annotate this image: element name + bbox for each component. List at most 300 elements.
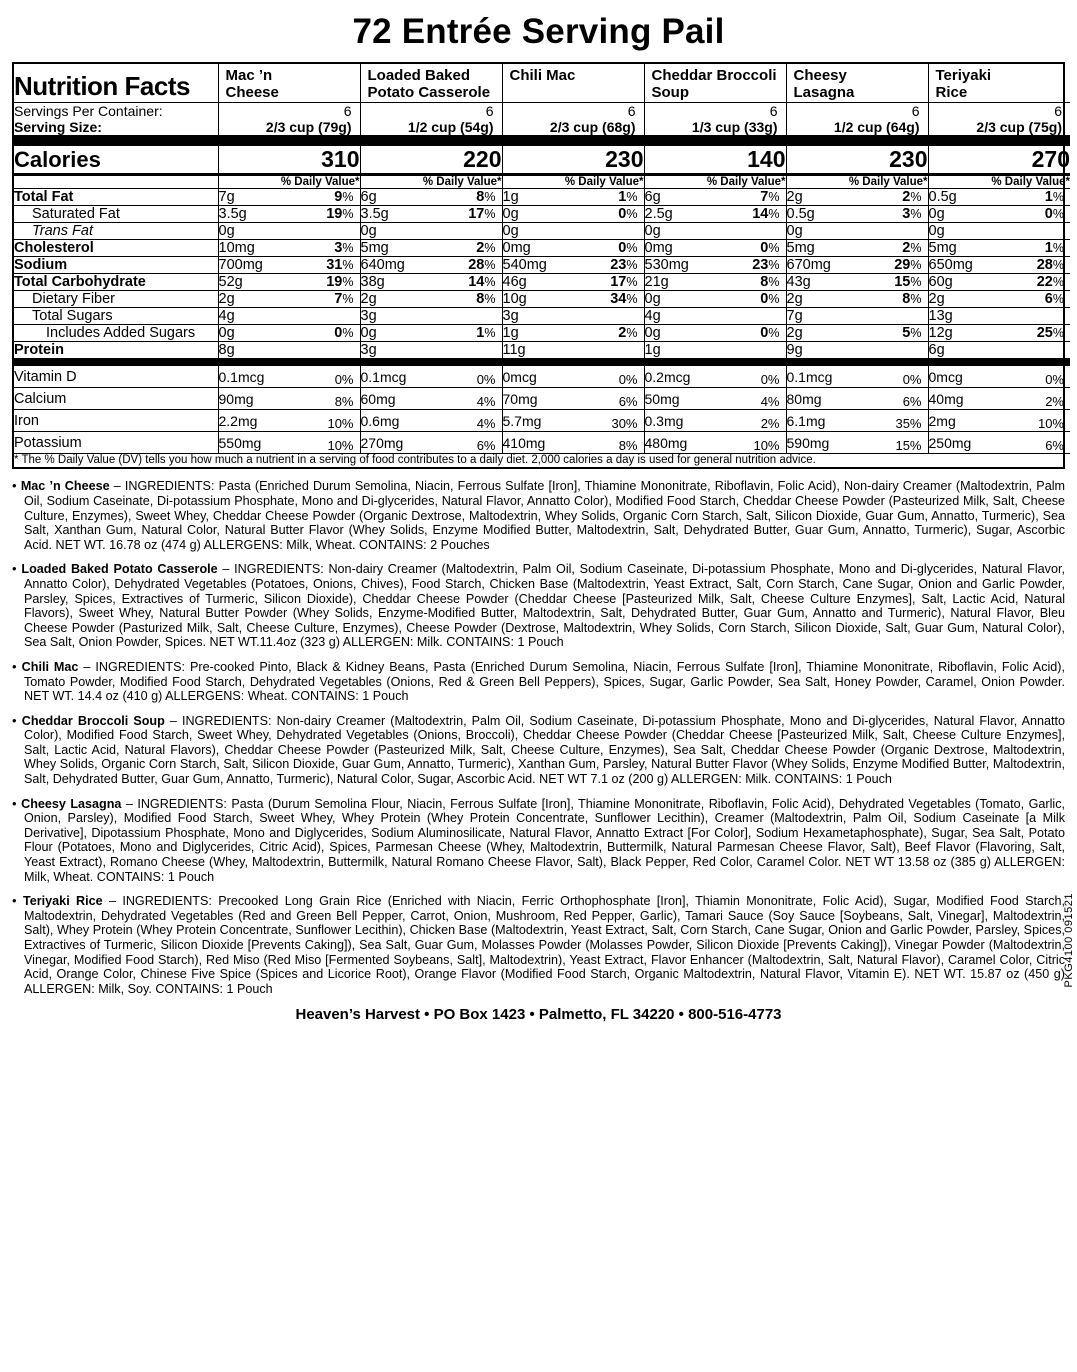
nutrient-amount: 9g bbox=[786, 341, 803, 358]
ingredient-paragraph-cheesy-lasagna bbox=[12, 796, 1065, 885]
nutrient-percent: 0% bbox=[1044, 205, 1064, 222]
nutrient-label: Saturated Fat bbox=[32, 205, 120, 222]
vitamin-amount: 0.3mg bbox=[644, 412, 684, 429]
nutrient-percent: 5% bbox=[902, 324, 922, 341]
vitamin-percent: 0% bbox=[334, 371, 354, 387]
daily-value-header-row bbox=[14, 174, 1070, 188]
ingredient-paragraph-cheddar-broccoli-soup bbox=[12, 713, 1065, 787]
nutrient-cell bbox=[502, 290, 644, 307]
nutrient-amount: 3.5g bbox=[360, 205, 389, 222]
vitamin-amount: 50mg bbox=[644, 390, 680, 407]
ingredient-paragraph-teriyaki-rice bbox=[12, 893, 1065, 996]
product-header-cheddar-broccoli-soup bbox=[644, 64, 786, 102]
vitamin-amount: 590mg bbox=[786, 434, 830, 451]
nutrient-percent: 1% bbox=[476, 324, 496, 341]
daily-value-label: % Daily Value* bbox=[502, 174, 644, 188]
nutrient-row-cholesterol bbox=[14, 239, 1070, 256]
vitamin-percent: 2% bbox=[1045, 393, 1064, 409]
vitamin-percent: 6% bbox=[902, 393, 922, 409]
bullet-icon: • bbox=[12, 795, 22, 811]
nutrient-amount: 0g bbox=[360, 222, 377, 239]
vitamin-amount: 0.6mg bbox=[360, 412, 400, 429]
vitamin-cell bbox=[786, 409, 928, 431]
nutrient-amount: 2g bbox=[786, 188, 803, 205]
nutrient-amount: 10g bbox=[502, 290, 527, 307]
nutrient-cell bbox=[360, 341, 502, 358]
nutrient-amount: 52g bbox=[218, 273, 243, 290]
nutrient-percent: 15% bbox=[894, 273, 922, 290]
nutrient-amount: 0g bbox=[218, 222, 235, 239]
calories-row bbox=[14, 140, 1070, 173]
nutrient-percent: 28% bbox=[468, 256, 496, 273]
nutrient-amount: 2g bbox=[218, 290, 235, 307]
nutrient-cell bbox=[218, 256, 360, 273]
vitamin-amount: 6.1mg bbox=[786, 412, 826, 429]
ingredients-section bbox=[12, 478, 1065, 996]
nutrient-percent: 9% bbox=[334, 188, 354, 205]
vitamin-percent: 15% bbox=[895, 437, 922, 453]
ingredient-product-name: Chili Mac bbox=[21, 659, 79, 674]
nutrient-cell bbox=[928, 205, 1070, 222]
nutrient-label: Total Sugars bbox=[32, 307, 113, 324]
nutrient-amount: 0g bbox=[502, 205, 519, 222]
nutrient-percent: 17% bbox=[610, 273, 638, 290]
nutrient-row-total-carbohydrate bbox=[14, 273, 1070, 290]
nutrient-cell bbox=[218, 324, 360, 341]
nutrient-cell bbox=[502, 341, 644, 358]
nutrient-percent: 7% bbox=[334, 290, 354, 307]
nutrient-cell bbox=[644, 205, 786, 222]
vitamin-amount: 0mcg bbox=[928, 368, 963, 385]
vitamin-amount: 40mg bbox=[928, 390, 964, 407]
vitamin-percent: 10% bbox=[327, 437, 354, 453]
vitamin-percent: 0% bbox=[760, 371, 780, 387]
nutrient-percent: 8% bbox=[476, 188, 496, 205]
serving-size-row bbox=[14, 119, 1070, 135]
nutrient-amount: 0g bbox=[928, 222, 945, 239]
product-name-line1: Teriyaki bbox=[935, 67, 992, 84]
nutrient-percent: 22% bbox=[1036, 273, 1064, 290]
nutrient-cell bbox=[502, 188, 644, 205]
nutrient-amount: 8g bbox=[218, 341, 235, 358]
nutrient-percent: 19% bbox=[326, 273, 354, 290]
nutrient-percent: 19% bbox=[326, 205, 354, 222]
nutrient-amount: 0g bbox=[644, 324, 661, 341]
vitamin-amount: 70mg bbox=[502, 390, 538, 407]
vitamin-cell bbox=[644, 409, 786, 431]
calories-value: 140 bbox=[644, 140, 786, 173]
nutrient-amount: 540mg bbox=[502, 256, 547, 273]
vitamin-cell bbox=[928, 431, 1070, 453]
package-code: PKG4100 091521 bbox=[1063, 892, 1075, 988]
nutrient-cell bbox=[218, 205, 360, 222]
daily-value-label: % Daily Value* bbox=[218, 174, 360, 188]
nutrient-amount: 0g bbox=[360, 324, 377, 341]
vitamin-cell bbox=[786, 387, 928, 409]
nutrient-percent: 0% bbox=[618, 239, 638, 256]
vitamin-cell bbox=[360, 431, 502, 453]
nutrient-amount: 13g bbox=[928, 307, 953, 324]
nutrient-percent: 0% bbox=[760, 290, 780, 307]
nutrient-cell bbox=[786, 341, 928, 358]
nutrient-percent: 1% bbox=[1044, 188, 1064, 205]
vitamin-cell bbox=[928, 362, 1070, 387]
product-header-cheesy-lasagna bbox=[786, 64, 928, 102]
servings-value: 6 bbox=[360, 102, 502, 119]
nutrient-row-dietary-fiber bbox=[14, 290, 1070, 307]
nutrient-cell bbox=[360, 324, 502, 341]
nutrient-cell bbox=[360, 256, 502, 273]
nutrient-cell bbox=[502, 222, 644, 239]
nutrient-percent: 6% bbox=[1044, 290, 1064, 307]
bullet-icon: • bbox=[12, 561, 22, 577]
nutrient-cell bbox=[360, 239, 502, 256]
ingredient-product-name: Mac ’n Cheese bbox=[20, 479, 110, 494]
nutrient-amount: 21g bbox=[644, 273, 669, 290]
ingredient-text: – INGREDIENTS: Precooked Long Grain Rice (Enriched with Niacin, Ferric Orthophosphate [Iron], Thiamin Mononitrate, Folic Acid), Sugar, Modified Food Starch, Maltodextrin, Dehydrated Vegetables (Red and Green Bell Pepper, Carrot, Onion, Mushroom, Red Pepper, Garlic), Tamari Sauce (Soy Sauce [Soybeans, Salt, Vinegar], Maltodextrin, Salt), Whey Protein (Whey Protein Concentrate, Sunflower Lecithin), Chicken Base (Maltodextrin, Yeast Extract, Salt, Corn Starch, Cane Sugar, Onion and Garlic Powder, Parsley, Spices, Extractives of Turmeric, Silicon Dioxide [Prevents Caking]), Sea Salt, Guar Gum, Molasses Powder (Molasses Powder, Silicon Dioxide [Prevents Caking]), Vinegar Powder (Maltodextrin, Vinegar, Modified Food Starch), Red Miso (Red Miso [Fermented Soybeans, Salt], Maltodextrin), Yeast Extract, Flavor Enhancer (Maltodextrin, Salt, Natural Flavor), Caramel Color, Citric Acid, Orange Color, Chinese Five Spice (Spices and Licorice Root), Orange Flavor (Modified Food Starch, Organic Maltodextrin, Natural Flavor, Vitamin E). NET WT. 15.87 oz (450 g) ALLERGEN: Milk, Soy. CONTAINS: 1 Pouch bbox=[24, 894, 1066, 996]
vitamin-row-iron bbox=[14, 409, 1070, 431]
serving-size-value: 2/3 cup (68g) bbox=[502, 119, 644, 135]
nutrient-amount: 530mg bbox=[644, 256, 689, 273]
vitamin-amount: 60mg bbox=[360, 390, 396, 407]
serving-size-value: 1/3 cup (33g) bbox=[644, 119, 786, 135]
nutrient-amount: 38g bbox=[360, 273, 385, 290]
product-name-line2: Potato Casserole bbox=[367, 83, 491, 101]
ingredient-text: – INGREDIENTS: Non-dairy Creamer (Maltodextrin, Palm Oil, Sodium Caseinate, Di-potassium Phosphate, Mono and Di-glycerides, Natural Flavor, Annatto Color), Dehydrated Vegetables (Potatoes, Onions, Chives), Food Starch, Chicken Base (Maltodextrin, Yeast Extract, Salt, Corn Starch, Cane Sugar, Onion and Garlic Powder, Parsley, Spices, Extractives of Turmeric, Silicon Dioxide), Cheddar Cheese Powder (Cheddar Cheese [Pasteurized Milk, Salt, Cheese Culture Enzymes], Salt, Lactic Acid, Natural Flavors), Sweet Whey, Natural Butter Powder (Whey Solids, Enzyme-Modified Butter, Maltodextrin, Salt, Dehydrated Butter, Guar Gum, Annatto and Turmeric), Natural Flavor, Bleu Cheese Powder (Pasturized Milk, Salt, Cheese Culture, Enzymes), Cheese Powder (Dextrose, Maltodextrin, Whey Solids, Corn Starch, Silicon Dioxide, Salt, Guar Gum, Natural Color), Sea Salt, Onion Powder, Spices. NET WT.11.4oz (323 g) ALLERGEN: Milk. CONTAINS: 1 Pouch bbox=[24, 562, 1065, 650]
calories-value: 310 bbox=[218, 140, 360, 173]
nutrient-cell bbox=[644, 324, 786, 341]
nutrient-cell bbox=[928, 188, 1070, 205]
nutrient-amount: 0g bbox=[644, 222, 661, 239]
nutrient-percent: 34% bbox=[610, 290, 638, 307]
nutrient-cell bbox=[502, 307, 644, 324]
vitamin-cell bbox=[218, 409, 360, 431]
vitamin-amount: 0.1mcg bbox=[360, 368, 407, 385]
vitamin-cell bbox=[644, 387, 786, 409]
vitamin-percent: 0% bbox=[1045, 371, 1064, 387]
ingredient-product-name: Loaded Baked Potato Casserole bbox=[21, 562, 218, 577]
nutrient-cell bbox=[218, 307, 360, 324]
bullet-icon: • bbox=[12, 893, 24, 909]
nutrient-row-added-sugars bbox=[14, 324, 1070, 341]
nutrient-percent: 0% bbox=[334, 324, 354, 341]
nutrient-label: Protein bbox=[14, 341, 64, 358]
vitamin-cell bbox=[502, 387, 644, 409]
nutrient-cell bbox=[644, 307, 786, 324]
nutrient-amount: 1g bbox=[644, 341, 661, 358]
nutrient-amount: 1g bbox=[502, 324, 519, 341]
nutrient-cell bbox=[360, 290, 502, 307]
vitamin-cell bbox=[928, 387, 1070, 409]
daily-value-label: % Daily Value* bbox=[360, 174, 502, 188]
calories-value: 230 bbox=[502, 140, 644, 173]
nutrient-cell bbox=[644, 239, 786, 256]
vitamin-percent: 6% bbox=[476, 437, 496, 453]
vitamin-amount: 410mg bbox=[502, 434, 546, 451]
nutrient-amount: 3g bbox=[360, 307, 377, 324]
serving-size-value: 2/3 cup (79g) bbox=[218, 119, 360, 135]
nutrient-cell bbox=[218, 222, 360, 239]
nutrient-percent: 3% bbox=[334, 239, 354, 256]
nutrient-cell bbox=[786, 222, 928, 239]
vitamin-percent: 10% bbox=[327, 415, 354, 431]
page-title: 72 Entrée Serving Pail bbox=[352, 12, 725, 51]
calories-value: 220 bbox=[360, 140, 502, 173]
ingredient-paragraph-mac-n-cheese bbox=[12, 478, 1065, 552]
vitamin-amount: 0mcg bbox=[502, 368, 537, 385]
vitamin-cell bbox=[360, 409, 502, 431]
vitamin-cell bbox=[502, 362, 644, 387]
nutrient-amount: 0mg bbox=[644, 239, 673, 256]
ingredient-text: – INGREDIENTS: Pasta (Enriched Durum Semolina, Niacin, Ferrous Sulfate [Iron], Thiamine Mononitrate, Riboflavin, Folic Acid), Non-dairy Creamer (Maltodextrin, Palm Oil, Sodium Caseinate, Di-potassium Phosphate, Mono and Di-glycerides, Natural Flavor, Annatto Color), Modified Food Starch, Cheddar Cheese Powder (Pasteurized Milk, Salt, Cheese Culture, Enzymes), Sweet Whey, Cheddar Cheese Powder (Organic Dextrose, Maltodextrin, Whey Solids, Organic Corn Starch, Salt, Silicon Dioxide, Guar Gum, Annatto, Turmeric), Sea Salt, Xanthan Gum, Natural Color, Natural Butter Flavor (Whey Solids, Enzyme Modified Butter, Maltodextrin, Salt, Dehydrated Butter, Guar Gum, Annatto, Turmeric), Sugar, Ascorbic Acid. NET WT. 16.78 oz (474 g) ALLERGENS: Milk, Wheat. CONTAINS: 2 Pouches bbox=[24, 479, 1065, 552]
product-name-line2: Soup bbox=[651, 83, 689, 101]
nutrient-amount: 700mg bbox=[218, 256, 263, 273]
nutrient-cell bbox=[928, 273, 1070, 290]
vitamin-percent: 0% bbox=[476, 371, 496, 387]
nutrient-cell bbox=[360, 222, 502, 239]
bullet-icon: • bbox=[12, 658, 22, 674]
nutrient-percent: 8% bbox=[760, 273, 780, 290]
nutrient-cell bbox=[360, 273, 502, 290]
servings-value: 6 bbox=[502, 102, 644, 119]
nutrient-label: Trans Fat bbox=[32, 222, 93, 239]
product-name-line1: Loaded Baked bbox=[367, 67, 471, 84]
nutrient-cell bbox=[786, 290, 928, 307]
servings-per-container-label: Servings Per Container: bbox=[14, 102, 163, 119]
vitamin-amount: 80mg bbox=[786, 390, 822, 407]
vitamin-amount: 550mg bbox=[218, 434, 262, 451]
ingredient-text: – INGREDIENTS: Pre-cooked Pinto, Black & Kidney Beans, Pasta (Enriched Durum Semolina, Niacin, Ferrous Sulfate [Iron], Thiamine Mononitrate, Riboflavin, Folic Acid), Tomato Powder, Modified Food Starch, Dehydrated Vegetables (Onions, Red & Green Bell Peppers), Spices, Sugar, Garlic Powder, Sea Salt, Honey Powder, Caramel, Onion Powder. NET WT. 14.4 oz (410 g) ALLERGENS: Wheat. CONTAINS: 1 Pouch bbox=[24, 659, 1065, 704]
serving-size-value: 1/2 cup (54g) bbox=[360, 119, 502, 135]
vitamin-label: Calcium bbox=[14, 390, 67, 407]
vitamin-row-calcium bbox=[14, 387, 1070, 409]
vitamin-cell bbox=[218, 362, 360, 387]
nutrient-cell bbox=[786, 256, 928, 273]
nutrient-percent: 2% bbox=[902, 188, 922, 205]
vitamin-percent: 0% bbox=[902, 371, 922, 387]
nutrient-label: Total Fat bbox=[14, 188, 74, 205]
servings-per-container-row bbox=[14, 102, 1070, 119]
nutrient-percent: 14% bbox=[752, 205, 780, 222]
nutrient-amount: 5mg bbox=[928, 239, 957, 256]
nutrient-cell bbox=[928, 324, 1070, 341]
nutrient-cell bbox=[928, 256, 1070, 273]
nutrient-cell bbox=[786, 273, 928, 290]
vitamin-amount: 0.2mcg bbox=[644, 368, 691, 385]
nutrient-cell bbox=[786, 324, 928, 341]
daily-value-label: % Daily Value* bbox=[786, 174, 928, 188]
nutrient-cell bbox=[644, 222, 786, 239]
product-name-line2: Cheese bbox=[225, 83, 279, 101]
nutrition-facts-table bbox=[14, 64, 1070, 467]
product-header-chili-mac bbox=[502, 64, 644, 102]
nutrient-amount: 0g bbox=[502, 222, 519, 239]
nutrient-amount: 46g bbox=[502, 273, 527, 290]
vitamin-cell bbox=[502, 409, 644, 431]
nutrient-amount: 1g bbox=[502, 188, 519, 205]
nutrient-cell bbox=[928, 307, 1070, 324]
daily-value-label: % Daily Value* bbox=[928, 174, 1070, 188]
nutrient-cell bbox=[218, 273, 360, 290]
nutrient-row-trans-fat bbox=[14, 222, 1070, 239]
nutrient-amount: 10mg bbox=[218, 239, 255, 256]
nutrient-amount: 11g bbox=[502, 341, 526, 358]
vitamin-percent: 0% bbox=[618, 371, 638, 387]
vitamin-row-vitamin-d bbox=[14, 362, 1070, 387]
vitamin-amount: 270mg bbox=[360, 434, 404, 451]
nutrient-cell bbox=[928, 239, 1070, 256]
nutrient-amount: 2.5g bbox=[644, 205, 673, 222]
vitamin-percent: 4% bbox=[476, 393, 496, 409]
calories-value: 230 bbox=[786, 140, 928, 173]
nutrient-amount: 2g bbox=[786, 290, 803, 307]
product-name-line2: Lasagna bbox=[793, 83, 855, 101]
nutrient-amount: 6g bbox=[928, 341, 945, 358]
nutrient-label: Sodium bbox=[14, 256, 68, 273]
nutrient-amount: 6g bbox=[644, 188, 661, 205]
product-name-line1: Cheddar Broccoli bbox=[651, 67, 777, 84]
nutrient-percent: 17% bbox=[468, 205, 496, 222]
vitamin-amount: 0.1mcg bbox=[786, 368, 833, 385]
nutrient-cell bbox=[928, 290, 1070, 307]
vitamin-amount: 0.1mcg bbox=[218, 368, 265, 385]
nutrient-percent: 3% bbox=[902, 205, 922, 222]
calories-value: 270 bbox=[928, 140, 1070, 173]
nutrient-amount: 670mg bbox=[786, 256, 831, 273]
nutrient-amount: 2g bbox=[360, 290, 377, 307]
nutrient-row-saturated-fat bbox=[14, 205, 1070, 222]
ingredient-product-name: Cheesy Lasagna bbox=[21, 796, 122, 811]
vitamin-cell bbox=[360, 387, 502, 409]
nutrient-amount: 0g bbox=[644, 290, 661, 307]
vitamin-percent: 30% bbox=[611, 415, 638, 431]
vitamin-amount: 90mg bbox=[218, 390, 254, 407]
nutrient-percent: 0% bbox=[760, 239, 780, 256]
nutrient-cell bbox=[502, 239, 644, 256]
nutrient-label: Total Carbohydrate bbox=[14, 273, 146, 290]
footnote-row bbox=[14, 453, 1070, 467]
nutrient-row-protein bbox=[14, 341, 1070, 358]
vitamin-percent: 8% bbox=[618, 437, 638, 453]
nutrient-cell bbox=[786, 307, 928, 324]
nutrient-amount: 4g bbox=[644, 307, 661, 324]
nutrient-cell bbox=[644, 188, 786, 205]
vitamin-percent: 4% bbox=[760, 393, 780, 409]
calories-label: Calories bbox=[14, 146, 101, 172]
vitamin-cell bbox=[928, 409, 1070, 431]
nutrient-percent: 1% bbox=[1044, 239, 1064, 256]
nutrient-amount: 5mg bbox=[360, 239, 389, 256]
nutrient-percent: 0% bbox=[760, 324, 780, 341]
nutrient-amount: 0.5g bbox=[786, 205, 815, 222]
nutrient-percent: 2% bbox=[618, 324, 638, 341]
nutrient-percent: 8% bbox=[476, 290, 496, 307]
product-header-loaded-baked-potato-casserole bbox=[360, 64, 502, 102]
nutrient-percent: 2% bbox=[476, 239, 496, 256]
nutrient-amount: 2g bbox=[786, 324, 803, 341]
serving-size-value: 1/2 cup (64g) bbox=[786, 119, 928, 135]
vitamin-label: Vitamin D bbox=[14, 368, 77, 385]
vitamin-percent: 6% bbox=[618, 393, 638, 409]
vitamin-cell bbox=[644, 362, 786, 387]
vitamin-cell bbox=[218, 431, 360, 453]
vitamin-amount: 2.2mg bbox=[218, 412, 258, 429]
ingredient-product-name: Cheddar Broccoli Soup bbox=[21, 713, 165, 728]
product-name-line1: Chili Mac bbox=[509, 67, 576, 84]
nutrient-percent: 1% bbox=[618, 188, 638, 205]
nutrition-facts-panel bbox=[12, 62, 1070, 469]
serving-size-value: 2/3 cup (75g) bbox=[928, 119, 1070, 135]
vitamin-cell bbox=[644, 431, 786, 453]
vitamin-cell bbox=[502, 431, 644, 453]
vitamin-label: Iron bbox=[14, 412, 39, 429]
nutrient-percent: 2% bbox=[902, 239, 922, 256]
nutrient-row-sodium bbox=[14, 256, 1070, 273]
nutrition-facts-title: Nutrition Facts bbox=[14, 70, 190, 101]
nutrient-percent: 23% bbox=[610, 256, 638, 273]
nutrient-amount: 4g bbox=[218, 307, 235, 324]
nutrient-amount: 60g bbox=[928, 273, 953, 290]
company-footer: Heaven’s Harvest • PO Box 1423 • Palmetto, FL 34220 • 800-516-4773 bbox=[295, 1006, 782, 1024]
nutrient-cell bbox=[502, 256, 644, 273]
daily-value-label: % Daily Value* bbox=[644, 174, 786, 188]
servings-value: 6 bbox=[928, 102, 1070, 119]
ingredient-text: – INGREDIENTS: Pasta (Durum Semolina Flour, Niacin, Ferrous Sulfate [Iron], Thiamine Mononitrate, Riboflavin, Folic Acid), Dehydrated Vegetables (Tomato, Garlic, Onion, Parsley), Modified Food Starch, Sweet Whey, Whey Protein (Whey Protein Concentrate, Sunflower Lecithin), Creamer (Maltodextrin, Palm Oil, Sodium Caseinate [a Milk Derivative], Dipotassium Phosphate, Mono and Diglycerides, Sodium Aluminosilicate, Natural Flavor, Annatto Extract [For Color], Sodium Hexametaphosphate), Sugar, Sea Salt, Potato Flour (Potatoes, Mono and Diglycerides, Citric Acid), Spices, Parmesan Cheese (Whey, Maltodextrin, Buttermilk, Natural Parmesan Cheese Flavor, Salt), Beef Flavor (Flavoring, Salt, Yeast Extract), Romano Cheese (Whey, Maltodextrin, Buttermilk, Natural Romano Cheese Flavor, Salt), Black Pepper, Red Color, Caramel Color. NET WT 13.58 oz (385 g) ALLERGEN: Milk, Wheat. CONTAINS: 1 Pouch bbox=[24, 796, 1065, 884]
vitamin-label: Potassium bbox=[14, 434, 82, 451]
vitamin-cell bbox=[786, 362, 928, 387]
nutrient-amount: 3g bbox=[502, 307, 519, 324]
nutrient-amount: 650mg bbox=[928, 256, 973, 273]
vitamin-percent: 10% bbox=[1037, 415, 1064, 431]
nutrient-percent: 31% bbox=[326, 256, 354, 273]
vitamin-cell bbox=[360, 362, 502, 387]
nutrient-amount: 12g bbox=[928, 324, 953, 341]
nutrient-amount: 0g bbox=[786, 222, 803, 239]
nutrient-amount: 0.5g bbox=[928, 188, 957, 205]
servings-value: 6 bbox=[644, 102, 786, 119]
nutrient-cell bbox=[644, 290, 786, 307]
daily-value-footnote: * The % Daily Value (DV) tells you how much a nutrient in a serving of food contributes to a daily diet. 2,000 calories a day is used for general nutrition advice. bbox=[14, 453, 816, 466]
servings-value: 6 bbox=[786, 102, 928, 119]
nutrient-cell bbox=[218, 239, 360, 256]
nutrient-cell bbox=[218, 341, 360, 358]
nutrient-cell bbox=[360, 188, 502, 205]
servings-value: 6 bbox=[218, 102, 360, 119]
nutrient-row-total-sugars bbox=[14, 307, 1070, 324]
ingredient-paragraph-chili-mac bbox=[12, 659, 1065, 704]
product-header-mac-n-cheese bbox=[218, 64, 360, 102]
nutrient-row-total-fat bbox=[14, 188, 1070, 205]
serving-size-label: Serving Size: bbox=[14, 118, 102, 135]
nutrient-percent: 28% bbox=[1036, 256, 1064, 273]
vitamin-amount: 480mg bbox=[644, 434, 688, 451]
nutrient-label: Includes Added Sugars bbox=[46, 324, 196, 341]
vitamin-amount: 5.7mg bbox=[502, 412, 542, 429]
nutrient-label: Dietary Fiber bbox=[32, 290, 115, 307]
nutrient-percent: 8% bbox=[902, 290, 922, 307]
nutrient-amount: 43g bbox=[786, 273, 811, 290]
nutrient-amount: 2g bbox=[928, 290, 945, 307]
vitamin-percent: 35% bbox=[895, 415, 922, 431]
nutrient-amount: 3.5g bbox=[218, 205, 247, 222]
nutrient-amount: 3g bbox=[360, 341, 377, 358]
nutrient-amount: 7g bbox=[786, 307, 803, 324]
nutrient-cell bbox=[502, 324, 644, 341]
nutrient-amount: 5mg bbox=[786, 239, 815, 256]
nutrient-cell bbox=[928, 341, 1070, 358]
vitamin-percent: 10% bbox=[753, 437, 780, 453]
nutrient-amount: 0g bbox=[218, 324, 235, 341]
